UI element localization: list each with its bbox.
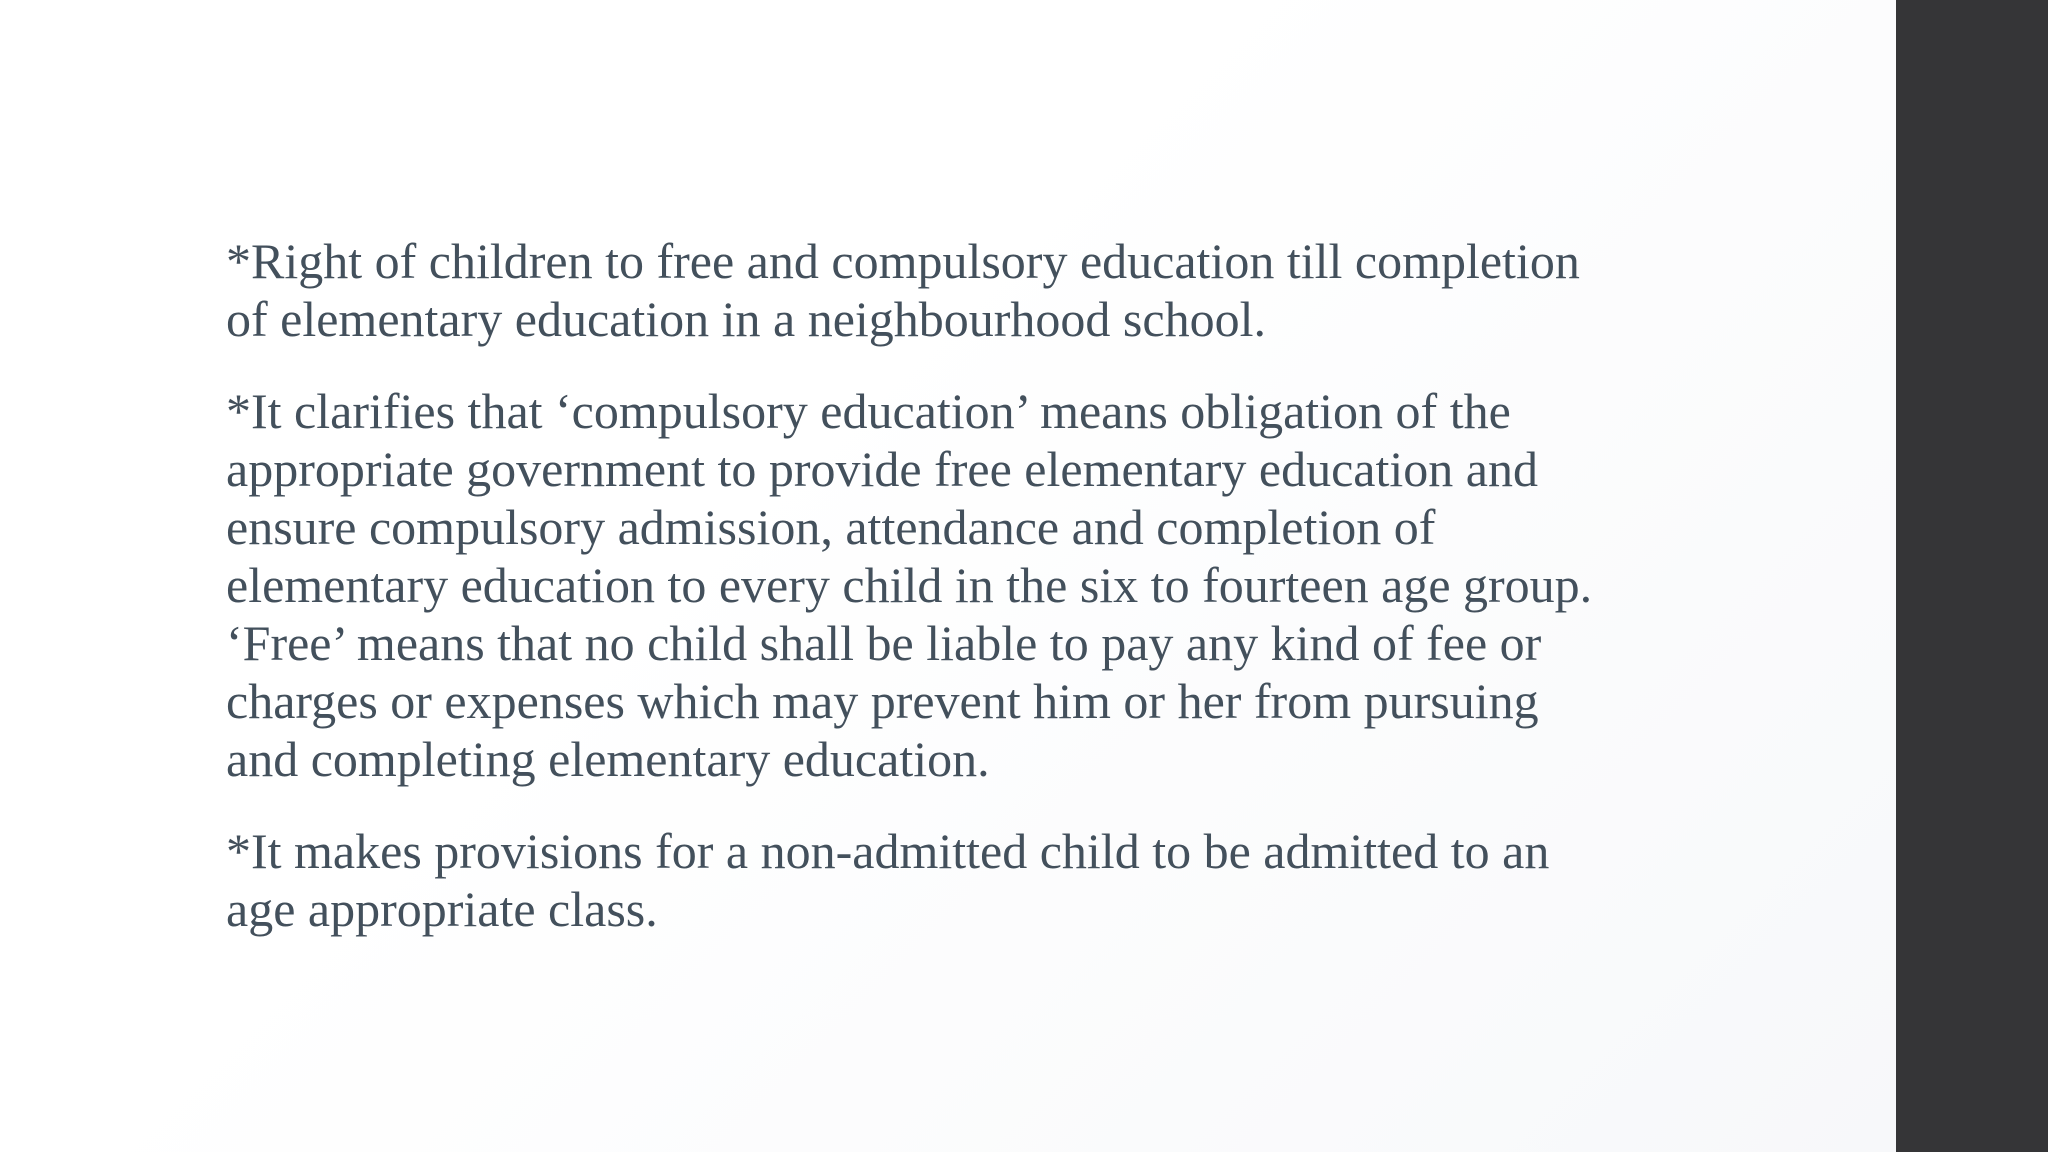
paragraph-right-to-education: *Right of children to free and compulsory education till completion of elementary education in a neighbourhood school.	[226, 233, 1580, 347]
paragraph-compulsory-education: *It clarifies that ‘compulsory education’ means obligation of the appropriate government to provide free elementary education and ensure compulsory admission, attendance and completion of elementary education to every child in the six to fourteen age group. ‘Free’ means that no child shall be liable to pay any kind of fee or charges or expenses which may prevent him or her from pursuing and completing elementary education.	[226, 383, 1593, 787]
right-sidebar	[1896, 0, 2048, 1152]
slide-body	[226, 232, 1646, 972]
paragraph-non-admitted-child: *It makes provisions for a non-admitted child to be admitted to an age appropriate class.	[226, 823, 1550, 937]
